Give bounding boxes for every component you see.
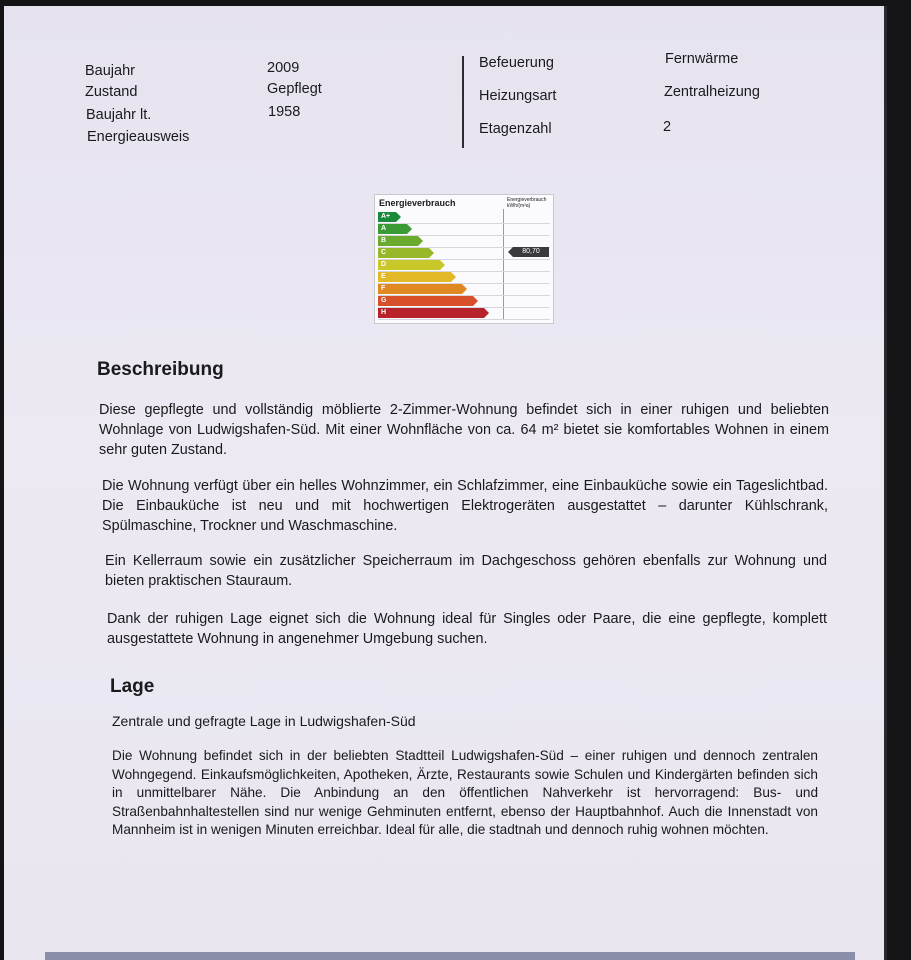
page-bottom-edge bbox=[45, 952, 855, 960]
energy-class-label: A bbox=[381, 225, 387, 232]
fact-label-befeuerung: Befeuerung bbox=[479, 55, 554, 71]
fact-value-heizungsart: Zentralheizung bbox=[664, 84, 760, 100]
beschreibung-paragraph-3: Ein Kellerraum sowie ein zusätzlicher Speicherraum im Dachgeschoss gehören ebenfalls zur Wohnung und bieten praktischen Stauraum. bbox=[105, 553, 827, 589]
energy-class-label: C bbox=[381, 249, 387, 256]
energy-class-g bbox=[378, 296, 473, 306]
energy-class-aplus bbox=[378, 212, 396, 222]
fact-label-energieausweis: Energieausweis bbox=[87, 129, 190, 145]
fact-label-etagenzahl: Etagenzahl bbox=[479, 121, 552, 137]
energy-class-label: F bbox=[381, 285, 386, 292]
energy-header: Energieverbrauch kWh/(m²a) bbox=[507, 197, 547, 209]
lage-heading: Lage bbox=[110, 676, 155, 697]
beschreibung-paragraph-2: Die Wohnung verfügt über ein helles Wohnzimmer, ein Schlafzimmer, eine Einbauküche sowie ein Tageslichtbad. Die Einbauküche ist neu und mit hochwertigen Elektrogeräten ausgestattet – darunter Kühlschrank, Spülmaschine, Trockner und Waschmaschine. bbox=[102, 478, 828, 534]
energy-value-marker: 80,70 bbox=[513, 247, 549, 257]
fact-value-zustand: Gepflegt bbox=[267, 81, 322, 97]
energy-class-label: A+ bbox=[381, 213, 391, 220]
energy-class-label: E bbox=[381, 273, 386, 280]
fact-value-etagenzahl: 2 bbox=[663, 119, 672, 135]
energy-class-b bbox=[378, 236, 418, 246]
beschreibung-paragraph-1: Diese gepflegte und vollständig möblierte 2-Zimmer-Wohnung befindet sich in einer ruhigen und beliebten Wohnlage von Ludwigshafen-Süd. Mit einer Wohnfläche von ca. 64 m² bietet sie komfortables Wohnen in einem sehr guten Zustand. bbox=[99, 402, 829, 458]
lage-paragraph: Die Wohnung befindet sich in der beliebten Stadtteil Ludwigshafen-Süd – einer ruhigen und dennoch zentralen Wohngegend. Einkaufsmöglichkeiten, Apotheken, Ärzte, Restaurants sowie Schulen und Kindergärten befinden sich in unmittelbarer Nähe. Die Anbindung an den öffentlichen Nahverkehr ist hervorragend: Bus- und Straßenbahnhaltestellen sind nur wenige Gehminuten entfernt, ebenso der Hauptbahnhof. Auch die Innenstadt von Mannheim ist in wenigen Minuten erreichbar. Ideal für alle, die stadtnah und dennoch ruhig wohnen möchten. bbox=[112, 748, 818, 837]
fact-value-baujahr-lt: 1958 bbox=[268, 104, 301, 120]
beschreibung-paragraph-4: Dank der ruhigen Lage eignet sich die Wohnung ideal für Singles oder Paare, die eine gepflegte, komplett ausgestattete Wohnung in angenehmer Umgebung suchen. bbox=[107, 611, 827, 647]
energy-class-e bbox=[378, 272, 451, 282]
energy-title: Energieverbrauch bbox=[379, 198, 456, 208]
fact-value-befeuerung: Fernwärme bbox=[665, 51, 739, 67]
fact-label-baujahr-lt: Baujahr lt. bbox=[86, 107, 152, 123]
energy-class-d bbox=[378, 260, 440, 270]
energy-row-line bbox=[378, 319, 550, 320]
column-divider bbox=[462, 56, 464, 148]
beschreibung-heading: Beschreibung bbox=[97, 359, 224, 380]
energy-label-chart bbox=[374, 194, 554, 324]
energy-class-label: H bbox=[381, 309, 387, 316]
energy-class-label: D bbox=[381, 261, 387, 268]
fact-label-zustand: Zustand bbox=[85, 84, 138, 100]
energy-class-h bbox=[378, 308, 484, 318]
energy-class-f bbox=[378, 284, 462, 294]
fact-label-baujahr: Baujahr bbox=[85, 63, 135, 79]
energy-grid-line bbox=[503, 209, 504, 319]
energy-class-label: G bbox=[381, 297, 387, 304]
energy-class-label: B bbox=[381, 237, 387, 244]
fact-value-baujahr: 2009 bbox=[267, 60, 300, 76]
document-page bbox=[4, 6, 887, 960]
lage-subtitle: Zentrale und gefragte Lage in Ludwigshafen-Süd bbox=[112, 713, 416, 729]
energy-class-c bbox=[378, 248, 429, 258]
fact-label-heizungsart: Heizungsart bbox=[479, 88, 557, 104]
energy-class-a bbox=[378, 224, 407, 234]
